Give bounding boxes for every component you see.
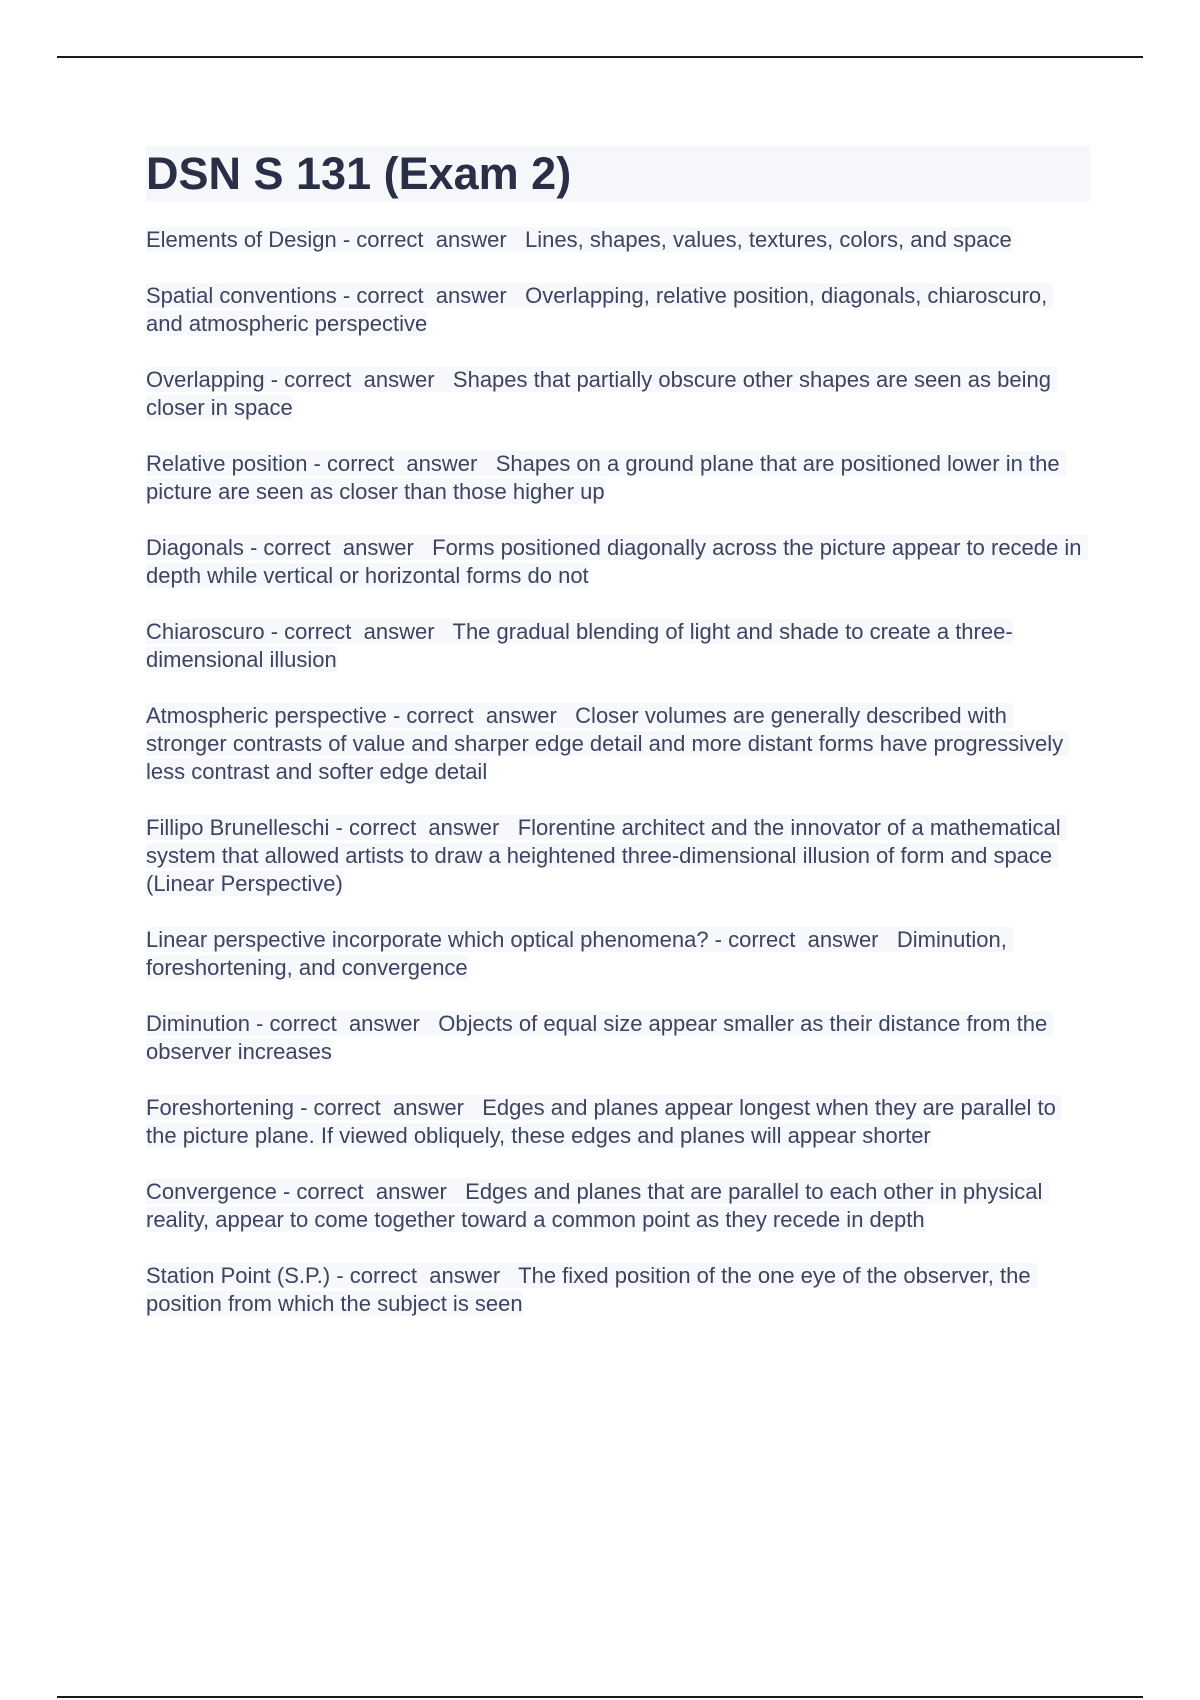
qa-term: Atmospheric perspective - correct answer [146, 703, 557, 728]
qa-answer: Florentine architect and the innovator of a mathematical system that allowed artists to draw a heightened three-dimensional illusion of form and space (Linear Perspective) [146, 815, 1067, 896]
top-rule [57, 56, 1143, 58]
qa-term: Linear perspective incorporate which optical phenomena? - correct answer [146, 927, 879, 952]
qa-term: Diminution - correct answer [146, 1011, 420, 1036]
qa-answer: Edges and planes appear longest when they are parallel to the picture plane. If viewed obliquely, these edges and planes will appear shorter [146, 1095, 1062, 1148]
qa-answer: Shapes on a ground plane that are positioned lower in the picture are seen as closer than those higher up [146, 451, 1066, 504]
qa-term: Fillipo Brunelleschi - correct answer [146, 815, 500, 840]
qa-item [146, 282, 1090, 338]
qa-term: Spatial conventions - correct answer [146, 283, 507, 308]
qa-answer: The fixed position of the one eye of the observer, the position from which the subject is seen [146, 1263, 1037, 1316]
qa-answer: Shapes that partially obscure other shapes are seen as being closer in space [146, 367, 1058, 420]
qa-term: Diagonals - correct answer [146, 535, 414, 560]
bottom-rule [57, 1696, 1143, 1698]
qa-item [146, 1094, 1090, 1150]
qa-item [146, 926, 1090, 982]
qa-term: Elements of Design - correct answer [146, 227, 507, 252]
qa-answer: Lines, shapes, values, textures, colors, and space [525, 227, 1012, 252]
qa-answer: Overlapping, relative position, diagonals, chiaroscuro, and atmospheric perspective [146, 283, 1054, 336]
qa-item [146, 702, 1090, 786]
qa-item [146, 814, 1090, 898]
qa-answer: Objects of equal size appear smaller as their distance from the observer increases [146, 1011, 1054, 1064]
qa-item [146, 1262, 1090, 1318]
qa-item [146, 618, 1090, 674]
qa-term: Foreshortening - correct answer [146, 1095, 464, 1120]
qa-answer: Diminution, foreshortening, and convergence [146, 927, 1014, 980]
qa-term: Chiaroscuro - correct answer [146, 619, 435, 644]
qa-item [146, 366, 1090, 422]
qa-answer: Closer volumes are generally described with stronger contrasts of value and sharper edge detail and more distant forms have progressively less contrast and softer edge detail [146, 703, 1070, 784]
qa-term: Station Point (S.P.) - correct answer [146, 1263, 501, 1288]
qa-answer: Edges and planes that are parallel to each other in physical reality, appear to come together toward a common point as they recede in depth [146, 1179, 1049, 1232]
qa-term: Overlapping - correct answer [146, 367, 435, 392]
qa-term: Relative position - correct answer [146, 451, 478, 476]
qa-item [146, 1178, 1090, 1234]
document-body [146, 146, 1090, 1346]
qa-term: Convergence - correct answer [146, 1179, 447, 1204]
qa-answer: The gradual blending of light and shade to create a three-dimensional illusion [146, 619, 1013, 672]
qa-item [146, 1010, 1090, 1066]
qa-answer: Forms positioned diagonally across the picture appear to recede in depth while vertical or horizontal forms do not [146, 535, 1088, 588]
page-title: DSN S 131 (Exam 2) [146, 146, 1090, 202]
qa-item [146, 226, 1090, 254]
qa-item [146, 450, 1090, 506]
qa-item [146, 534, 1090, 590]
